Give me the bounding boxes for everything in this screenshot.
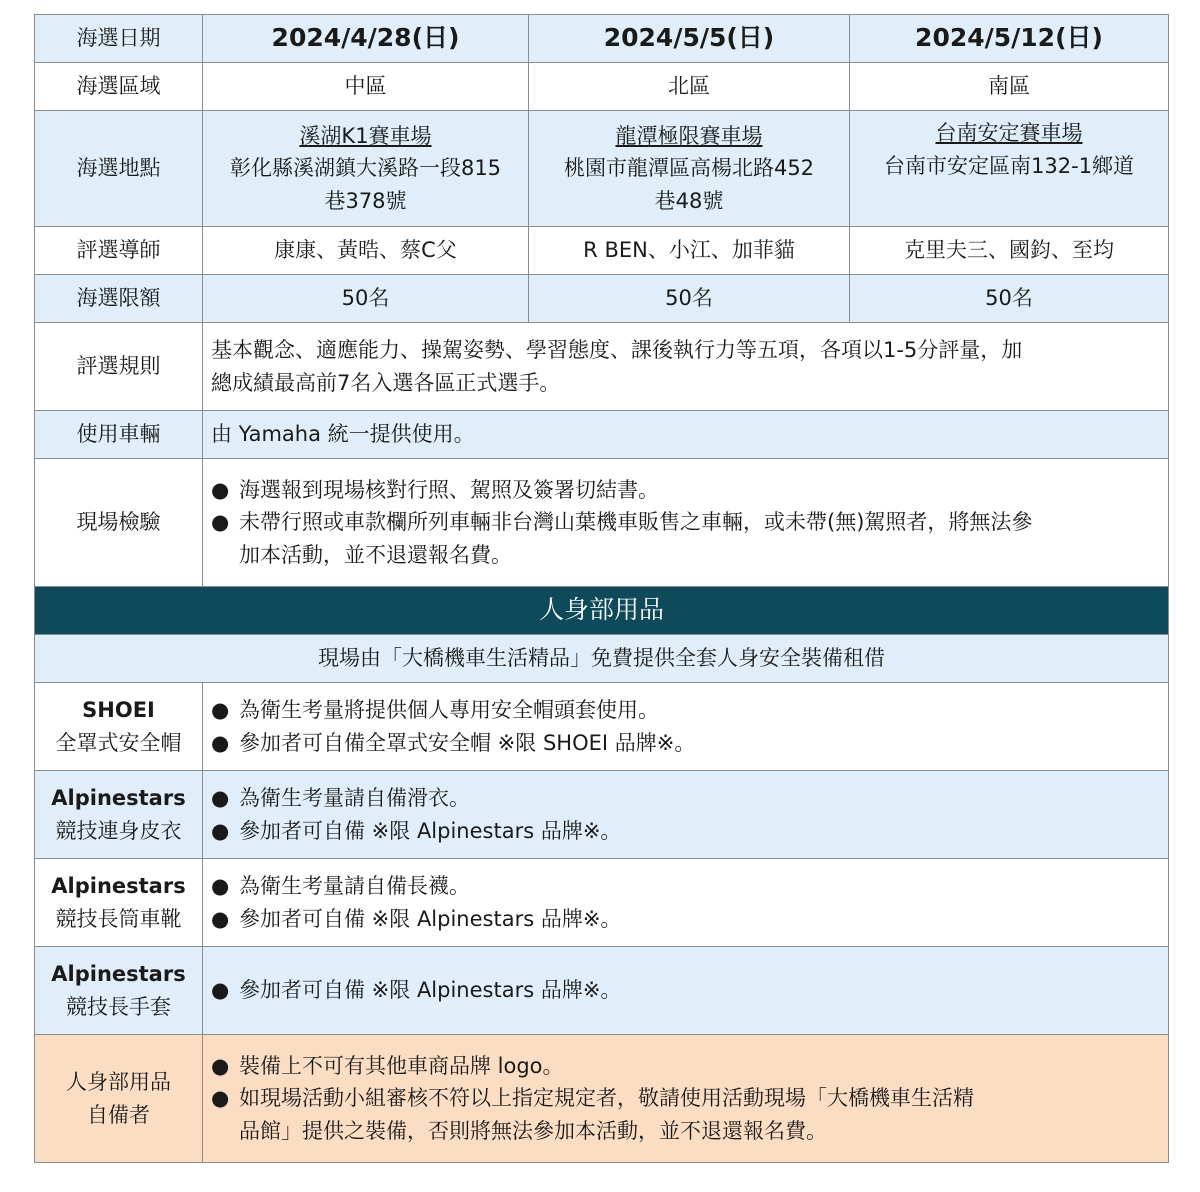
label-vehicle: 使用車輛 [35,411,203,459]
list-item-text: 為衛生考量將提供個人專用安全帽頭套使用。 [239,697,659,722]
location-south [850,111,1169,227]
row-boots [35,859,1169,947]
helmet-list [203,683,1169,771]
region-central: 中區 [203,63,529,111]
quota-central: 50名 [203,275,529,323]
venue-address: 桃園市龍潭區高楊北路452 [563,156,815,181]
venue-address: 台南市安定區南132-1鄉道 [883,153,1135,178]
bullet-icon: ● [211,477,230,502]
list-item [211,782,1160,815]
date-south: 2024/5/12(日) [850,15,1169,63]
venue-name: 溪湖K1賽車場 [299,123,432,148]
region-north: 北區 [529,63,850,111]
list-item [211,903,1160,936]
list-item-text: 為衛生考量請自備長襪。 [239,873,470,898]
list-item-line: 加本活動，並不退還報名費。 [239,542,512,567]
label-suit [35,771,203,859]
row-gear-band [35,587,1169,635]
date-central: 2024/4/28(日) [203,15,529,63]
list-item [211,1082,1160,1147]
list-item-text [239,506,1032,571]
list-item-text: 參加者可自備 ※限 Alpinestars 品牌※。 [239,818,622,843]
list-item [211,815,1160,848]
label-location: 海選地點 [35,111,203,227]
bullet-icon: ● [211,1086,230,1111]
bullet-icon: ● [211,978,230,1003]
bullet-icon: ● [211,697,230,722]
row-region [35,63,1169,111]
gear-section-title: 人身部用品 [35,587,1169,635]
location-north [529,111,850,227]
list-item-text: 參加者可自備 ※限 Alpinestars 品牌※。 [239,906,622,931]
row-gear-note [35,635,1169,683]
label-gloves [35,947,203,1035]
location-central [203,111,529,227]
row-suit [35,771,1169,859]
region-south: 南區 [850,63,1169,111]
bullet-icon: ● [211,730,230,755]
item-name: 全罩式安全帽 [55,730,182,755]
self-gear-list [203,1035,1169,1163]
row-rules [35,323,1169,411]
list-item [211,694,1160,727]
label-helmet [35,683,203,771]
list-item [211,727,1160,760]
label-boots [35,859,203,947]
list-item-text: 海選報到現場核對行照、駕照及簽署切結書。 [239,477,659,502]
list-item-text: 參加者可自備 ※限 Alpinestars 品牌※。 [239,978,622,1003]
label-quota: 海選限額 [35,275,203,323]
rules-line: 基本觀念、適應能力、操駕姿勢、學習態度、課後執行力等五項，各項以1-5分評量，加 [211,337,1023,362]
list-item [211,1050,1160,1083]
quota-north: 50名 [529,275,850,323]
row-location [35,111,1169,227]
list-item-text: 為衛生考量請自備滑衣。 [239,785,470,810]
mentors-south: 克里夫三、國鈞、至均 [850,227,1169,275]
boots-list [203,859,1169,947]
brand-name: Alpinestars [51,873,186,898]
list-item [211,974,1160,1007]
row-helmet [35,683,1169,771]
venue-address: 彰化縣溪湖鎮大溪路一段815 [229,156,502,181]
list-item-line: 如現場活動小組審核不符以上指定規定者，敬請使用活動現場「大橋機車生活精 [239,1086,974,1111]
list-item-text: 參加者可自備全罩式安全帽 ※限 SHOEI 品牌※。 [239,730,696,755]
list-item [211,870,1160,903]
item-name: 競技長手套 [66,994,171,1019]
bullet-icon: ● [211,906,230,931]
bullet-icon: ● [211,818,230,843]
rules-line: 總成績最高前7名入選各區正式選手。 [211,370,561,395]
row-date [35,15,1169,63]
label-inspection: 現場檢驗 [35,459,203,587]
label-self-gear [35,1035,203,1163]
event-info-table [34,14,1169,1163]
row-mentor [35,227,1169,275]
brand-name: Alpinestars [51,785,186,810]
bullet-icon: ● [211,873,230,898]
bullet-icon: ● [211,785,230,810]
item-name: 人身部用品 [66,1069,171,1094]
gloves-list [203,947,1169,1035]
list-item-text: 裝備上不可有其他車商品牌 logo。 [239,1053,564,1078]
label-region: 海選區域 [35,63,203,111]
list-item [211,506,1160,571]
bullet-icon: ● [211,1053,230,1078]
item-name: 自備者 [87,1102,150,1127]
brand-name: SHOEI [82,697,155,722]
item-name: 競技長筒車靴 [55,906,182,931]
list-item-line: 品館」提供之裝備，否則將無法參加本活動，並不退還報名費。 [239,1118,827,1143]
row-inspection [35,459,1169,587]
suit-list [203,771,1169,859]
item-name: 競技連身皮衣 [55,818,182,843]
row-vehicle [35,411,1169,459]
venue-address-cont: 巷378號 [324,188,407,213]
label-date: 海選日期 [35,15,203,63]
row-self-gear [35,1035,1169,1163]
venue-name: 龍潭極限賽車場 [615,123,763,148]
gear-note: 現場由「大橋機車生活精品」免費提供全套人身安全裝備租借 [35,635,1169,683]
row-gloves [35,947,1169,1035]
mentors-north: R BEN、小江、加菲貓 [529,227,850,275]
quota-south: 50名 [850,275,1169,323]
bullet-icon: ● [211,510,230,535]
date-north: 2024/5/5(日) [529,15,850,63]
list-item-text [239,1082,974,1147]
list-item-line: 未帶行照或車款欄所列車輛非台灣山葉機車販售之車輛，或未帶(無)駕照者，將無法參 [239,510,1033,535]
brand-name: Alpinestars [51,961,186,986]
list-item [211,474,1160,507]
vehicle-text: 由 Yamaha 統一提供使用。 [203,411,1169,459]
mentors-central: 康康、黃晧、蔡C父 [203,227,529,275]
venue-name: 台南安定賽車場 [935,121,1083,145]
row-quota [35,275,1169,323]
rules-text [203,323,1169,411]
venue-address-cont: 巷48號 [654,188,724,213]
label-mentor: 評選導師 [35,227,203,275]
label-rules: 評選規則 [35,323,203,411]
inspection-list [203,459,1169,587]
